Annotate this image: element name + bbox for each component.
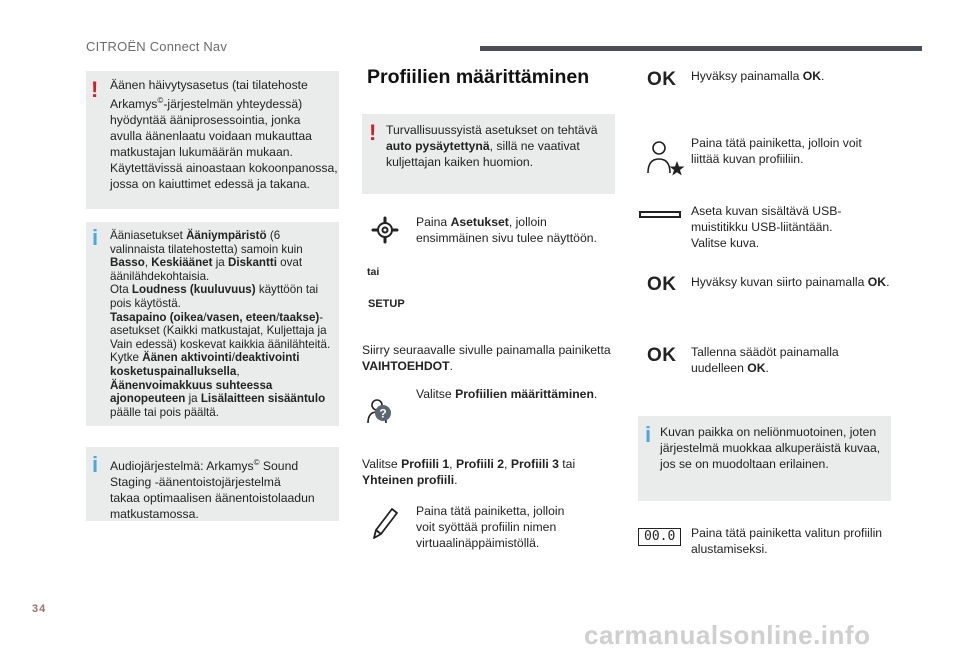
options-instruction: Siirry seuraavalle sivulle painamalla painiketta VAIHTOEHDOT. (362, 343, 611, 373)
profile-photo-icon (645, 137, 685, 177)
info-photo-shape-text: Kuvan paikka on neliönmuotoinen, joten järjestelmä muokkaa alkuperäistä kuvaa, jos se on muodoltaan erilainen. (660, 425, 881, 471)
reset-instruction: Paina tätä painiketta valitun profiilin alustamiseksi. (691, 526, 883, 556)
section-title: Profiilien määrittäminen (367, 66, 590, 88)
edit-name-instruction: Paina tätä painiketta, jolloin voit syöttää profiilin nimen virtuaalinäppäimistöllä. (416, 504, 565, 550)
ok-transfer-text: Hyväksy kuvan siirto painamalla OK. (691, 275, 890, 289)
or-label: tai (367, 266, 380, 278)
ok-icon: OK (647, 345, 677, 366)
warning-fade-text: Äänen häivytysasetus (tai tilatehoste Arkamys©-järjestelmän yhteydessä) hyödyntää ääniprosessointia, jonka avulla äänenlaatu voidaan mukauttaa matkustajan lukumäärän mukaan. Käytettävissä ainoastaan kokoonpanossa, jossa on kaiuttimet edessä ja takana. (110, 78, 338, 192)
usb-slot-icon (639, 211, 681, 218)
profile-help-icon (366, 396, 396, 426)
info-icon: i (92, 225, 99, 250)
info-icon: i (645, 422, 652, 447)
info-icon: i (92, 452, 99, 477)
edit-pencil-icon (369, 505, 399, 541)
setup-button[interactable]: SETUP (368, 298, 405, 310)
svg-text:?: ? (379, 406, 387, 421)
ok-icon: OK (647, 274, 677, 295)
ok-icon: OK (647, 69, 677, 90)
watermark: carmanualsonline.info (584, 620, 871, 650)
page-number: 34 (32, 603, 47, 615)
reset-display-icon: 00.0 (638, 528, 681, 546)
warning-icon: ! (369, 120, 377, 145)
info-arkamys-text: Audiojärjestelmä: Arkamys© Sound Staging -äänentoistojärjestelmä takaa optimaalisen äänentoistolaadun matkustamossa. (110, 458, 315, 522)
photo-instruction: Paina tätä painiketta, jolloin voit liittää kuvan profiiliin. (691, 136, 862, 166)
settings-gear-icon (371, 216, 399, 244)
profiles-instruction: Valitse Profiili 1, Profiili 2, Profiili 3 tai Yhteinen profiili. (362, 457, 576, 487)
header-brand: CITROËN Connect Nav (86, 39, 228, 54)
header-bar (480, 46, 922, 51)
ok-save-text: Tallenna säädöt painamalla uudelleen OK. (691, 345, 839, 375)
warning-icon: ! (91, 77, 99, 102)
usb-instruction: Aseta kuvan sisältävä USB- muistitikku USB-liitäntään. Valitse kuva. (691, 204, 842, 250)
info-sound-settings-text: Ääniasetukset Ääniympäristö (6 valinnaista tilatehostetta) samoin kuin Basso, Keskiäänet ja Diskantti ovat äänilähdekohtaisia. Ota Loudness (kuuluvuus) käyttöön tai pois käytöstä. Tasapaino (oikea/vasen, eteen/taakse)- asetukset (Kaikki matkustajat, Kuljettaja ja Vain edessä) koskevat kaikkia äänilähteitä. Kytke Äänen aktivointi/deaktivointi kosketuspainalluksella, Äänenvoimakkuus suhteessa ajonopeuteen ja Lisälaitteen sisääntulo päälle tai pois päältä. (110, 229, 331, 419)
settings-instruction: Paina Asetukset, jolloin ensimmäinen sivu tulee näyttöön. (416, 215, 597, 245)
ok-confirm-text: Hyväksy painamalla OK. (691, 69, 825, 83)
warning-safety-text: Turvallisuussyistä asetukset on tehtävä auto pysäytettynä, sillä ne vaativat kuljettajan kaiken huomion. (386, 123, 598, 169)
select-profiles-instruction: Valitse Profiilien määrittäminen. (416, 387, 598, 401)
